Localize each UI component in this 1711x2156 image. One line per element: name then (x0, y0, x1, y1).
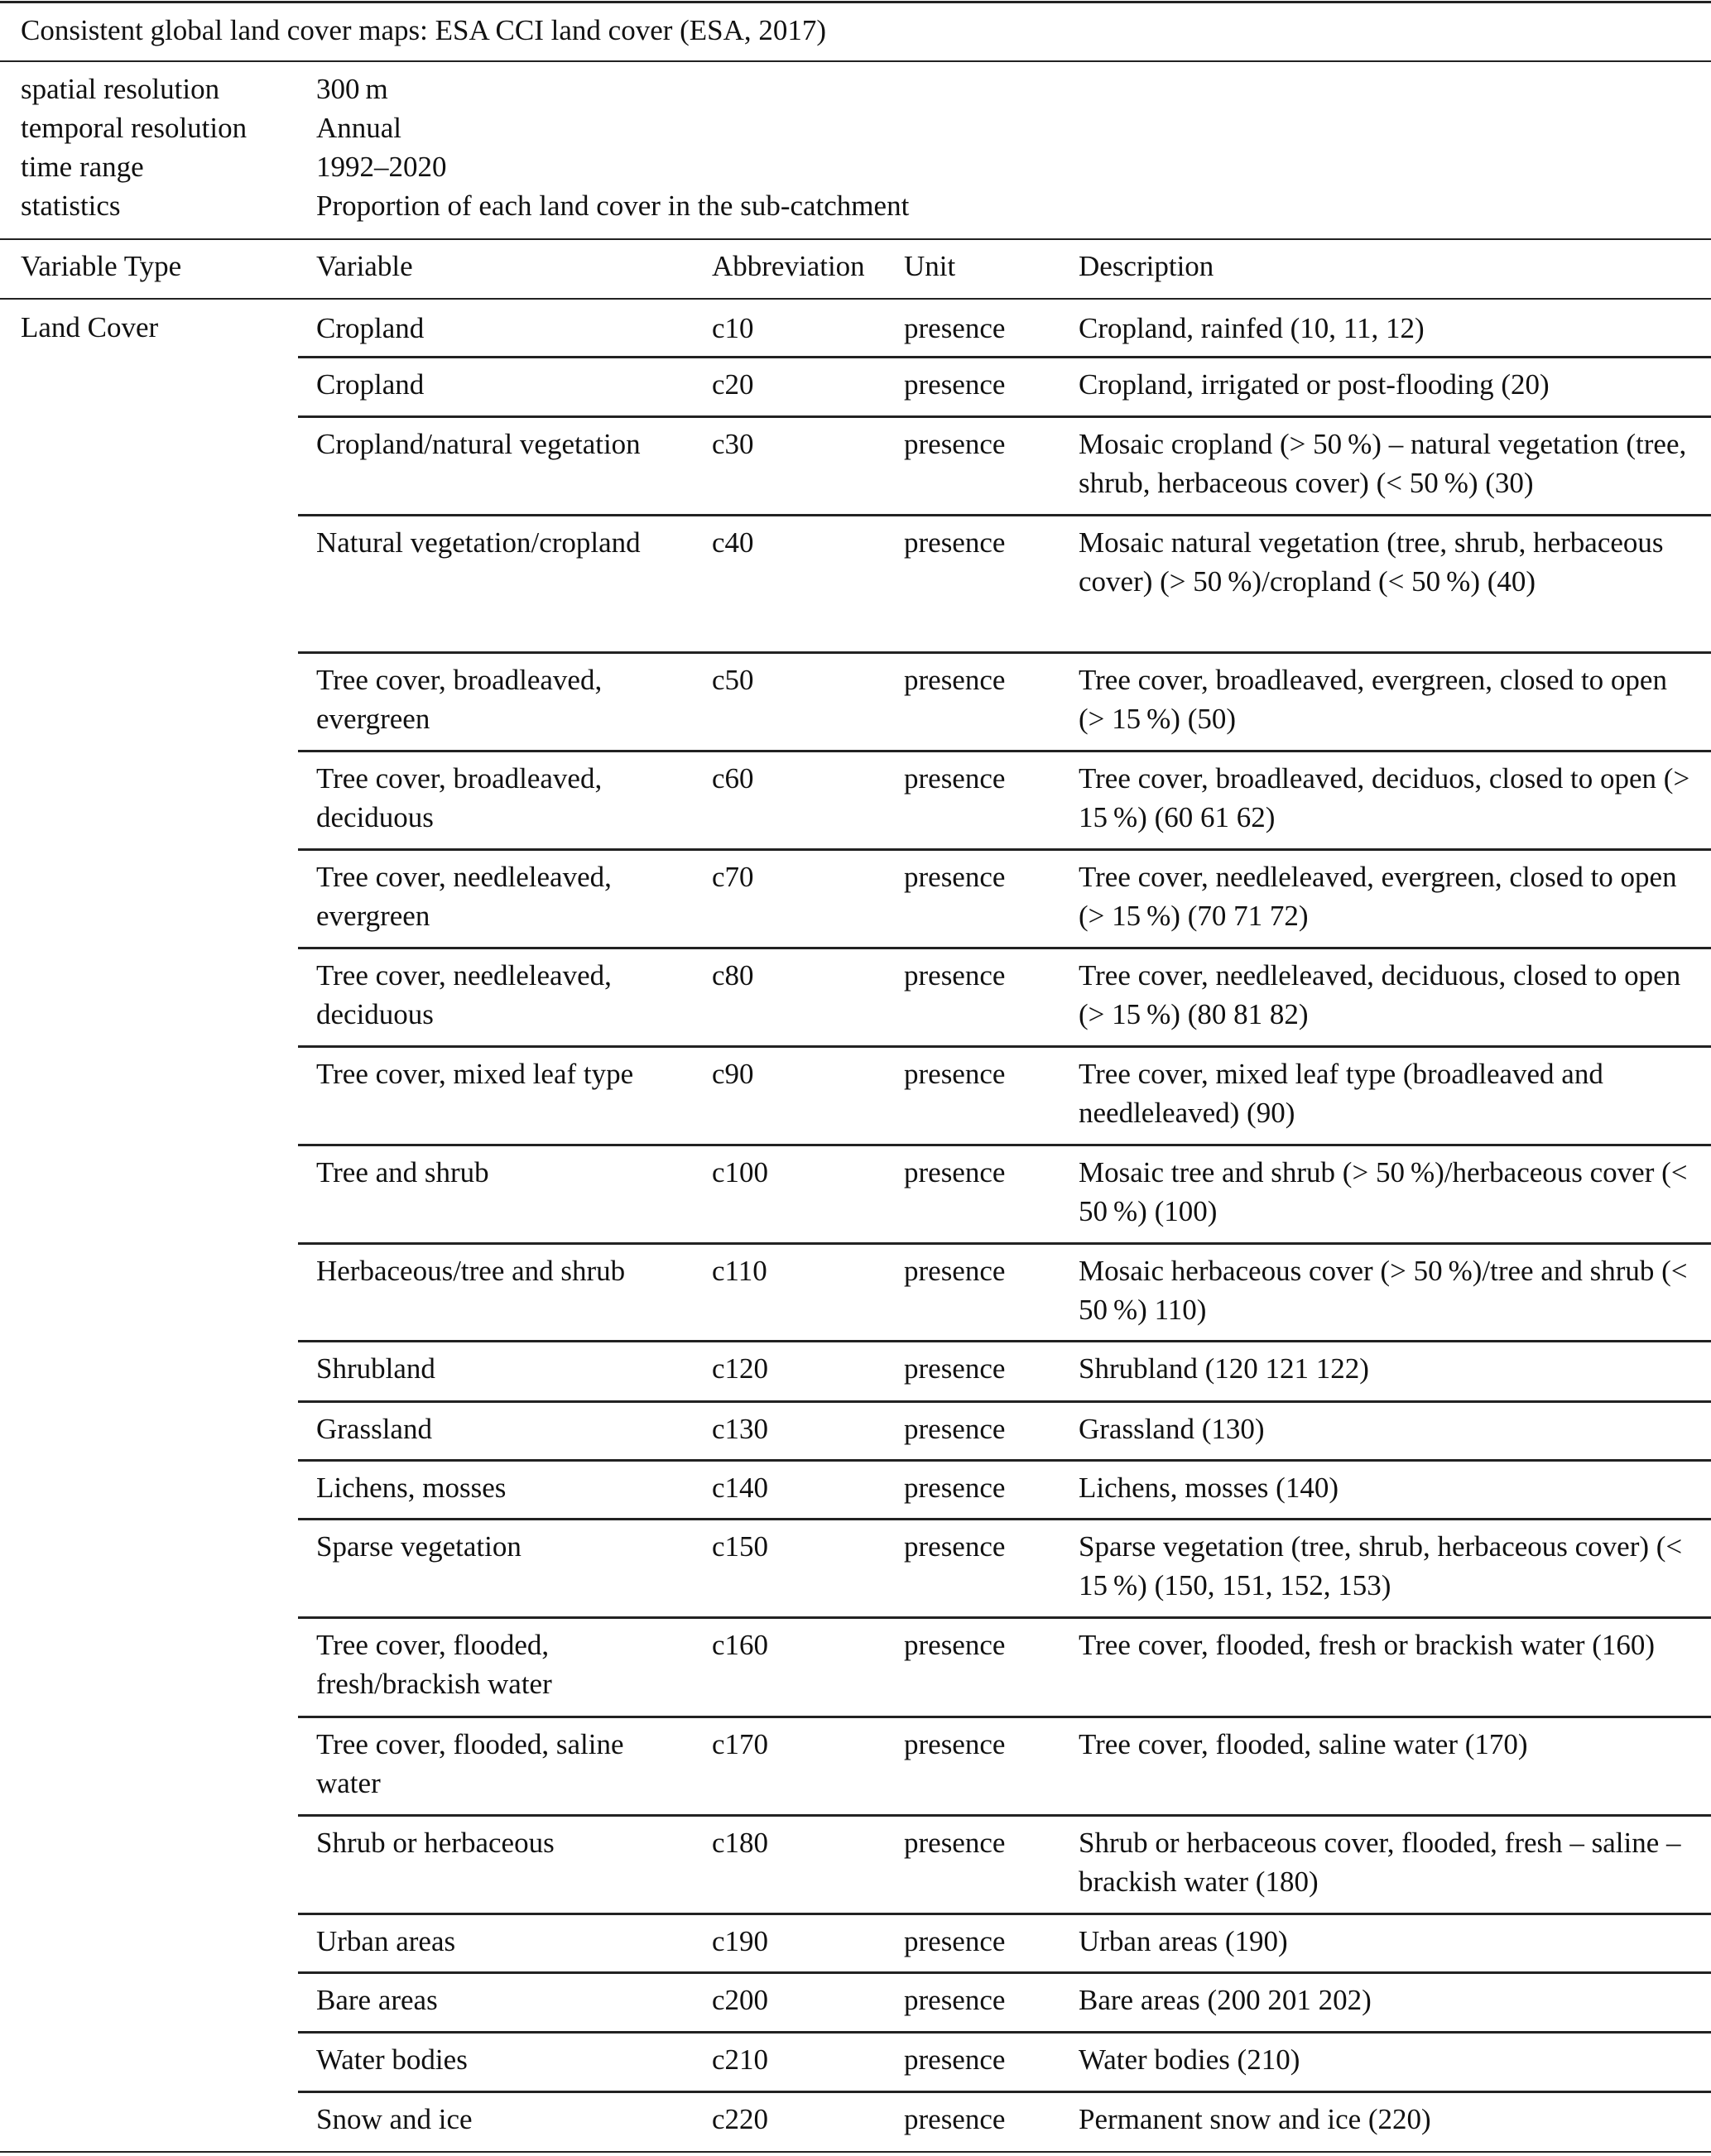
metadata-value: Annual (316, 112, 402, 144)
description-cell: Cropland, rainfed (10, 11, 12) (1079, 312, 1425, 344)
row-separator (298, 1616, 1711, 1619)
variable-cell: Tree cover, flooded, fresh/brackish water (316, 1629, 552, 1700)
header-variable: Variable (316, 250, 413, 282)
header-abbreviation: Abbreviation (712, 250, 865, 282)
description-cell: Mosaic herbaceous cover (> 50 %)/tree and shrub (< 50 %) 110) (1079, 1255, 1688, 1326)
variable-cell: Cropland (316, 368, 425, 401)
variable-cell: Tree cover, flooded, saline water (316, 1728, 624, 1799)
unit-cell: presence (904, 1530, 1006, 1563)
variable-type-cell: Land Cover (21, 311, 159, 343)
unit-cell: presence (904, 2043, 1006, 2076)
description-cell: Tree cover, flooded, fresh or brackish water (160) (1079, 1629, 1656, 1661)
unit-cell: presence (904, 1728, 1006, 1760)
description-cell: Tree cover, broadleaved, deciduos, closed to open (> 15 %) (60 61 62) (1079, 762, 1690, 833)
description-cell: Tree cover, broadleaved, evergreen, closed to open (> 15 %) (50) (1079, 664, 1667, 735)
unit-cell: presence (904, 1413, 1006, 1445)
abbreviation-cell: c200 (712, 1984, 769, 2016)
description-cell: Bare areas (200 201 202) (1079, 1984, 1372, 2016)
row-separator (298, 1045, 1711, 1048)
header-rule (0, 298, 1711, 300)
variable-cell: Tree cover, broadleaved, deciduous (316, 762, 603, 833)
metadata-key: statistics (21, 190, 121, 222)
variable-cell: Shrubland (316, 1352, 435, 1385)
description-cell: Urban areas (190) (1079, 1925, 1288, 1957)
metadata-block (21, 70, 1180, 225)
row-separator (298, 848, 1711, 851)
unit-cell: presence (904, 1058, 1006, 1090)
row-separator (298, 750, 1711, 752)
abbreviation-cell: c40 (712, 526, 754, 559)
unit-cell: presence (904, 1472, 1006, 1504)
abbreviation-cell: c70 (712, 861, 754, 893)
variable-cell: Snow and ice (316, 2103, 473, 2135)
unit-cell: presence (904, 312, 1006, 344)
abbreviation-cell: c170 (712, 1728, 769, 1760)
row-separator (298, 947, 1711, 949)
row-separator (298, 1716, 1711, 1718)
abbreviation-cell: c50 (712, 664, 754, 696)
description-cell: Tree cover, mixed leaf type (broadleaved and needleleaved) (90) (1079, 1058, 1603, 1129)
variable-cell: Tree cover, mixed leaf type (316, 1058, 634, 1090)
row-separator (298, 1400, 1711, 1403)
variable-cell: Sparse vegetation (316, 1530, 521, 1563)
variable-cell: Shrub or herbaceous (316, 1827, 555, 1859)
abbreviation-cell: c100 (712, 1156, 769, 1188)
metadata-value: 300 m (316, 73, 388, 105)
description-cell: Water bodies (210) (1079, 2043, 1300, 2076)
variable-cell: Bare areas (316, 1984, 438, 2016)
row-separator (298, 2031, 1711, 2034)
row-separator (298, 1913, 1711, 1915)
metadata-row (21, 70, 1180, 108)
abbreviation-cell: c190 (712, 1925, 769, 1957)
abbreviation-cell: c220 (712, 2103, 769, 2135)
header-unit: Unit (904, 250, 956, 282)
row-separator (298, 1459, 1711, 1462)
description-cell: Sparse vegetation (tree, shrub, herbaceous cover) (< 15 %) (150, 151, 152, 153) (1079, 1530, 1683, 1601)
unit-cell: presence (904, 2103, 1006, 2135)
abbreviation-cell: c90 (712, 1058, 754, 1090)
abbreviation-cell: c150 (712, 1530, 769, 1563)
row-separator (298, 415, 1711, 418)
unit-cell: presence (904, 1156, 1006, 1188)
metadata-key: time range (21, 151, 144, 183)
metadata-value: 1992–2020 (316, 151, 447, 183)
description-cell: Shrub or herbaceous cover, flooded, fresh – saline – brackish water (180) (1079, 1827, 1681, 1898)
abbreviation-cell: c180 (712, 1827, 769, 1859)
unit-cell: presence (904, 861, 1006, 893)
unit-cell: presence (904, 1925, 1006, 1957)
variable-cell: Tree cover, needleleaved, evergreen (316, 861, 612, 932)
abbreviation-cell: c130 (712, 1413, 769, 1445)
variable-cell: Urban areas (316, 1925, 456, 1957)
description-cell: Mosaic natural vegetation (tree, shrub, herbaceous cover) (> 50 %)/cropland (< 50 %) (40) (1079, 526, 1664, 598)
description-cell: Grassland (130) (1079, 1413, 1265, 1445)
abbreviation-cell: c210 (712, 2043, 769, 2076)
description-cell: Tree cover, needleleaved, deciduous, closed to open (> 15 %) (80 81 82) (1079, 959, 1681, 1030)
abbreviation-cell: c120 (712, 1352, 769, 1385)
metadata-key: temporal resolution (21, 112, 248, 144)
description-cell: Mosaic tree and shrub (> 50 %)/herbaceous cover (< 50 %) (100) (1079, 1156, 1688, 1227)
metadata-row (21, 186, 1180, 225)
metadata-key: spatial resolution (21, 73, 220, 105)
variable-cell: Cropland (316, 312, 425, 344)
unit-cell: presence (904, 1984, 1006, 2016)
description-cell: Permanent snow and ice (220) (1079, 2103, 1431, 2135)
variable-cell: Grassland (316, 1413, 432, 1445)
abbreviation-cell: c140 (712, 1472, 769, 1504)
metadata-value: Proportion of each land cover in the sub-catchment (316, 190, 910, 222)
metadata-row (21, 147, 1180, 186)
unit-cell: presence (904, 959, 1006, 992)
unit-cell: presence (904, 762, 1006, 795)
variable-cell: Tree and shrub (316, 1156, 489, 1188)
bottom-rule (0, 2151, 1711, 2153)
header-description: Description (1079, 250, 1214, 282)
description-cell: Cropland, irrigated or post-flooding (20) (1079, 368, 1550, 401)
variable-cell: Natural vegetation/cropland (316, 526, 641, 559)
row-separator (298, 651, 1711, 654)
abbreviation-cell: c10 (712, 312, 754, 344)
abbreviation-cell: c60 (712, 762, 754, 795)
description-cell: Shrubland (120 121 122) (1079, 1352, 1369, 1385)
unit-cell: presence (904, 1255, 1006, 1287)
caption-rule (0, 60, 1711, 62)
row-separator (298, 1242, 1711, 1245)
variable-cell: Lichens, mosses (316, 1472, 507, 1504)
unit-cell: presence (904, 526, 1006, 559)
row-separator (298, 514, 1711, 516)
description-cell: Tree cover, flooded, saline water (170) (1079, 1728, 1528, 1760)
abbreviation-cell: c110 (712, 1255, 767, 1287)
unit-cell: presence (904, 664, 1006, 696)
abbreviation-cell: c160 (712, 1629, 769, 1661)
table-caption: Consistent global land cover maps: ESA CCI land cover (ESA, 2017) (21, 14, 827, 46)
abbreviation-cell: c30 (712, 428, 754, 460)
row-separator (298, 1518, 1711, 1520)
table-header (0, 247, 1711, 286)
row-separator (298, 356, 1711, 358)
row-separator (298, 1814, 1711, 1817)
description-cell: Tree cover, needleleaved, evergreen, closed to open (> 15 %) (70 71 72) (1079, 861, 1677, 932)
unit-cell: presence (904, 1352, 1006, 1385)
abbreviation-cell: c20 (712, 368, 754, 401)
row-separator (298, 1971, 1711, 1974)
row-separator (298, 1340, 1711, 1342)
row-separator (298, 2091, 1711, 2093)
variable-cell: Herbaceous/tree and shrub (316, 1255, 626, 1287)
unit-cell: presence (904, 1827, 1006, 1859)
unit-cell: presence (904, 368, 1006, 401)
top-rule (0, 1, 1711, 3)
abbreviation-cell: c80 (712, 959, 754, 992)
variable-cell: Tree cover, needleleaved, deciduous (316, 959, 612, 1030)
description-cell: Mosaic cropland (> 50 %) – natural vegetation (tree, shrub, herbaceous cover) (< 50 %) (30) (1079, 428, 1687, 499)
unit-cell: presence (904, 1629, 1006, 1661)
variable-cell: Tree cover, broadleaved, evergreen (316, 664, 603, 735)
metadata-row (21, 108, 1180, 147)
variable-cell: Water bodies (316, 2043, 468, 2076)
row-separator (298, 1144, 1711, 1146)
metadata-rule (0, 238, 1711, 240)
header-variable-type: Variable Type (21, 250, 182, 282)
unit-cell: presence (904, 428, 1006, 460)
description-cell: Lichens, mosses (140) (1079, 1472, 1339, 1504)
variable-cell: Cropland/natural vegetation (316, 428, 641, 460)
